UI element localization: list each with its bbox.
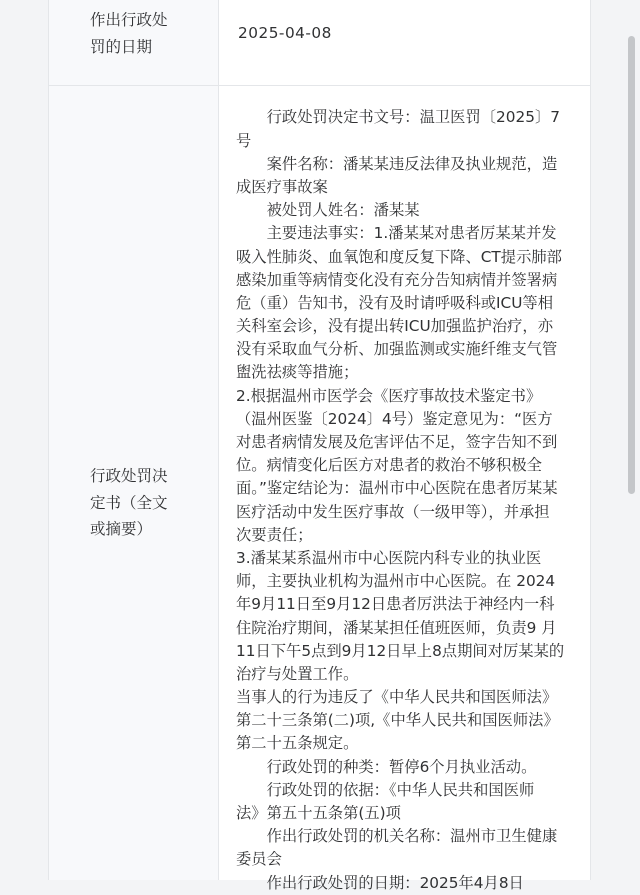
decision-text-line: 第二十五条规定。 — [236, 734, 359, 753]
decision-text-line: 作出行政处罚的机关名称：温州市卫生健康 — [266, 827, 558, 846]
penalty-date-label: 作出行政处罚的日期 — [90, 11, 168, 56]
decision-text-line: 关科室会诊，没有提出转ICU加强监护治疗，亦 — [236, 317, 554, 336]
decision-text-line: （温州医鉴〔2024〕4号）鉴定意见为：“医方 — [236, 409, 553, 428]
penalty-info-table — [48, 0, 591, 892]
decision-text-line: 案件名称：潘某某违反法律及执业规范，造 — [266, 154, 558, 173]
decision-text-line: 被处罚人姓名：潘某某 — [266, 201, 420, 220]
decision-text-line: 盥洗祛痰等措施； — [236, 363, 359, 382]
penalty-date-label-cell — [49, 0, 219, 85]
decision-text-line: 法》第五十五条第(五)项 — [236, 804, 401, 823]
decision-text-line: 3.潘某某系温州市中心医院内科专业的执业医 — [236, 548, 542, 567]
decision-text-line: 号 — [236, 131, 252, 150]
decision-text-line: 2.根据温州市医学会《医疗事故技术鉴定书》 — [236, 386, 542, 405]
vertical-scrollbar-thumb[interactable] — [628, 36, 635, 494]
decision-text-line: 主要违法事实：1.潘某某对患者厉某某并发 — [266, 224, 557, 243]
decision-text-line: 感染加重等病情变化没有充分告知病情并签署病 — [236, 270, 558, 289]
decision-text-line: 次要责任； — [236, 525, 313, 544]
decision-text-line: 危（重）告知书，没有及时请呼吸科或ICU等相 — [236, 293, 554, 312]
decision-text-line: 医疗活动中发生医疗事故（一级甲等），并承担 — [236, 502, 550, 521]
decision-text-line-clipped: 作出行政处罚的日期：2025年4月8日 — [266, 873, 524, 892]
decision-text-line: 行政处罚的依据：《中华人民共和国医师 — [266, 780, 535, 799]
decision-text — [236, 106, 566, 892]
decision-text-line: 委员会 — [236, 850, 282, 869]
decision-value-cell — [219, 86, 590, 892]
decision-text-line: 行政处罚的种类：暂停6个月执业活动。 — [266, 757, 537, 776]
decision-label-cell — [49, 86, 219, 880]
decision-label: 行政处罚决定书（全文或摘要） — [90, 467, 168, 538]
decision-text-line: 年9月11日至9月12日患者厉洪法于神经内一科 — [236, 595, 555, 614]
decision-text-line: 成医疗事故案 — [236, 177, 328, 196]
decision-text-line: 面。”鉴定结论为：温州市中心医院在患者厉某某 — [236, 479, 558, 498]
decision-text-line: 治疗与处置工作。 — [236, 664, 359, 683]
decision-text-line: 当事人的行为违反了《中华人民共和国医师法》 — [236, 688, 558, 707]
decision-text-line: 师，主要执业机构为温州市中心医院。在 2024 — [236, 572, 556, 591]
decision-text-line: 第二十三条第(二)项,《中华人民共和国医师法》 — [236, 711, 559, 730]
decision-text-line: 位。病情变化后医方对患者的救治不够积极全 — [236, 456, 542, 475]
decision-text-line: 行政处罚决定书文号：温卫医罚〔2025〕7 — [266, 108, 561, 127]
decision-text-line: 没有采取血气分析、加强监测或实施纤维支气管 — [236, 340, 558, 359]
decision-text-line: 11日下午5点到9月12日早上8点期间对厉某某的 — [236, 641, 565, 660]
decision-text-line: 吸入性肺炎、血氧饱和度反复下降、CT提示肺部 — [236, 247, 562, 266]
table-row — [49, 0, 590, 86]
decision-text-line: 对患者病情发展及危害评估不足，签字告知不到 — [236, 433, 558, 452]
table-row — [49, 86, 590, 892]
penalty-date-value-cell — [219, 0, 590, 85]
decision-text-line: 住院治疗期间，潘某某担任值班医师，负责9 月 — [236, 618, 557, 637]
penalty-date-value: 2025-04-08 — [238, 24, 332, 42]
